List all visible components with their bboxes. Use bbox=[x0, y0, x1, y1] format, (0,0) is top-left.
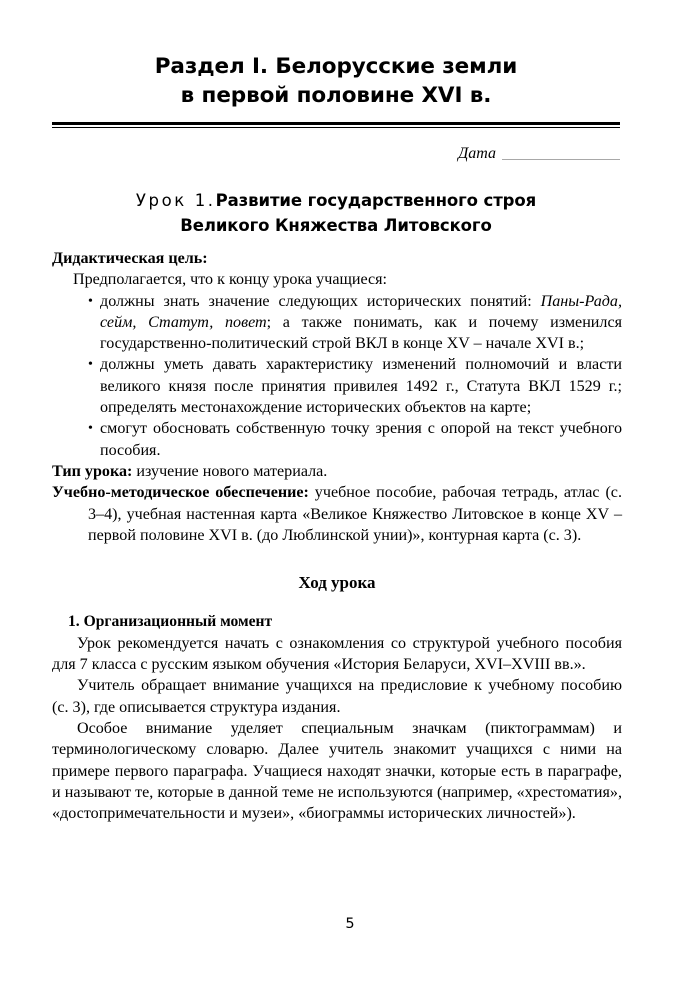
date-row bbox=[52, 144, 620, 164]
lesson-title-line1: Развитие государственного строя bbox=[215, 191, 537, 210]
list-item bbox=[52, 418, 622, 461]
paragraph: Особое внимание уделяет специальным значкам (пиктограммам) и терминологическому словарю. Далее учитель знакомит учащихся с ними на примере первого параграфа. Учащиеся находят значки, которые есть в параграфе, и называют те, которые в данной теме не используются (например, «хрестоматия», «достопримечательности и музеи», «биограммы исторических личностей»). bbox=[52, 719, 622, 823]
section-title bbox=[52, 52, 620, 110]
paragraph: Урок рекомендуется начать с ознакомления со структурой учебного пособия для 7 класса с русским языком обучения «История Беларуси, XVI–XVIII вв.». bbox=[52, 634, 622, 674]
step-title-organizational: 1. Организационный момент bbox=[68, 613, 273, 631]
materials-value: учебное пособие, рабочая тетрадь, атлас (с. 3–4), учебная настенная карта «Великое Княжество Литовское в конце XV – первой половине XVI в. (до Люблинской унии)», контурная карта (с. 3). bbox=[88, 484, 622, 544]
didactic-goal-intro: Предполагается, что к концу урока учащиеся: bbox=[73, 271, 388, 289]
list-item bbox=[52, 291, 622, 355]
course-heading: Ход урока bbox=[298, 573, 376, 593]
goal-text-prefix: должны знать значение следующих исторических понятий: bbox=[100, 292, 541, 310]
rule-thin bbox=[52, 127, 620, 128]
date-label: Дата bbox=[458, 145, 496, 162]
page-number: 5 bbox=[345, 916, 355, 932]
spacer bbox=[52, 593, 622, 611]
date-blank-line[interactable] bbox=[502, 146, 620, 160]
lesson-type-value: изучение нового материала. bbox=[132, 462, 328, 480]
goal-text-prefix: смогут обосновать собственную точку зрения с опорой на текст учебного пособия. bbox=[100, 420, 622, 459]
list-item bbox=[52, 354, 622, 418]
section-title-line2: в первой половине XVI в. bbox=[180, 83, 492, 108]
spacer bbox=[52, 546, 622, 572]
section-title-line1: Раздел I. Белорусские земли bbox=[154, 54, 518, 79]
didactic-goal-list bbox=[52, 291, 622, 461]
paragraph: Учитель обращает внимание учащихся на предисловие к учебному пособию (с. 3), где описывается структура издания. bbox=[52, 677, 622, 716]
didactic-goal-heading: Дидактическая цель: bbox=[52, 250, 208, 267]
lesson-type-row bbox=[52, 461, 622, 482]
lesson-heading bbox=[52, 188, 620, 238]
lesson-type-label: Тип урока: bbox=[52, 462, 133, 480]
materials-label: Учебно-методическое обеспечение: bbox=[52, 484, 309, 502]
double-rule-divider bbox=[52, 122, 620, 128]
lesson-number: Урок 1. bbox=[135, 191, 216, 210]
goal-text-prefix: должны уметь давать характеристику изменений полномочий и власти великого князя после принятия привилея 1492 г., Статута ВКЛ 1529 г.; определять местонахождение исторических объектов на карте; bbox=[100, 356, 622, 417]
lesson-title-line2: Великого Княжества Литовского bbox=[180, 216, 492, 235]
rule-thick bbox=[52, 122, 620, 125]
document-body bbox=[52, 248, 622, 824]
goal-terms-italic: Паны-Рада, сейм, Статут, повет bbox=[100, 292, 622, 331]
materials-row bbox=[52, 482, 622, 546]
goal-text-suffix: ; а также понимать, как и почему изменился государственно-политический строй ВКЛ в конце XV – начале XVI в.; bbox=[100, 313, 622, 353]
